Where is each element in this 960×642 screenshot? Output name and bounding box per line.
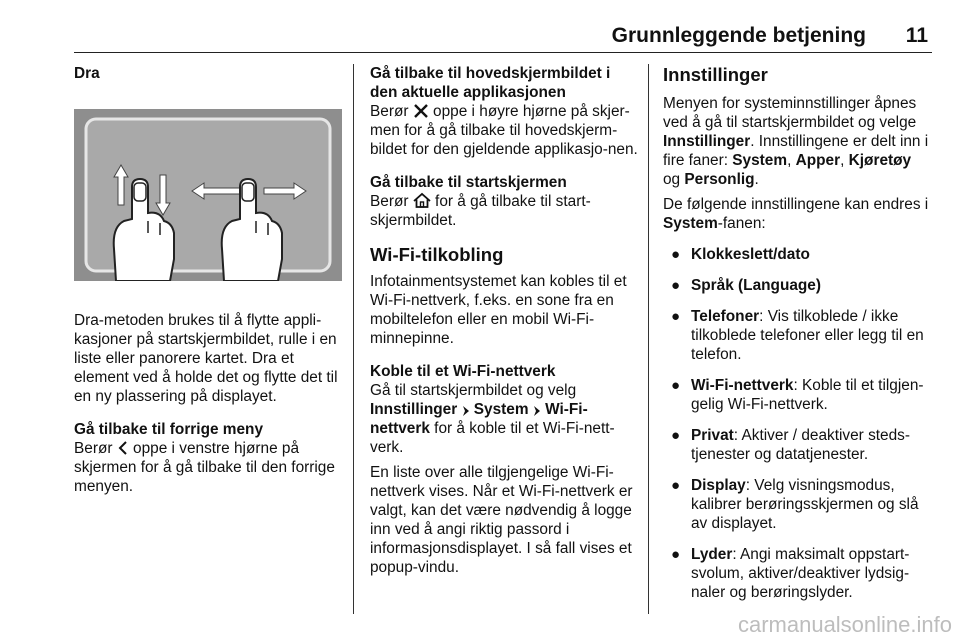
column-divider <box>648 64 649 614</box>
home-app-heading: Gå tilbake til hovedskjermbildet i den aktuelle applikasjonen <box>370 65 611 101</box>
arrow-right-icon <box>533 405 541 417</box>
bullet-icon: ● <box>671 427 681 444</box>
settings-title: Innstillinger <box>663 64 768 85</box>
wifi-title: Wi-Fi-tilkobling <box>370 244 504 265</box>
page-header <box>74 22 932 53</box>
column-3 <box>663 64 931 614</box>
chapter-title: Grunnleggende betjening <box>611 24 866 47</box>
bullet-icon: ● <box>671 246 681 263</box>
bullet-icon: ● <box>671 546 681 563</box>
watermark: carmanualsonline.info <box>737 612 952 637</box>
drag-heading: Dra <box>74 65 100 82</box>
column-2 <box>370 64 638 577</box>
settings-change-intro: De følgende innstillingene kan endres i System-fanen: <box>663 196 929 232</box>
page-number: 11 <box>905 24 928 47</box>
back-description: Berør oppe i venstre hjørne på skjermen for å gå tilbake til den forrige menyen. <box>74 440 335 495</box>
column-divider <box>353 64 354 614</box>
network-list-description: En liste over alle tilgjengelige Wi-Fi-nettverk vises. Når et Wi-Fi-nettverk er valgt, kan det være nødvendig å logge inn ved å angi riktig passord i informasjonsdisplayet. I så fall vises et popup-vindu. <box>370 464 633 576</box>
list-item: ● Klokkeslett/dato <box>671 246 810 263</box>
settings-intro: Menyen for systeminnstillinger åpnes ved å gå til startskjermbildet og velge Innstillinger. Innstillingene er delt inn i fire faner: System, Apper, Kjøretøy og Personlig. <box>663 95 929 188</box>
wifi-description: Infotainmentsystemet kan kobles til et Wi-Fi-nettverk, f.eks. en sone fra en mobiltelefon eller en mobil Wi-Fi-minnepinne. <box>370 273 627 347</box>
list-item: ● Wi-Fi-nettverk: Koble til et tilgjen-gelig Wi-Fi-nettverk. <box>671 377 924 413</box>
bullet-icon: ● <box>671 308 681 325</box>
chevron-left-icon <box>117 440 129 456</box>
home-icon <box>413 192 431 209</box>
start-heading: Gå tilbake til startskjermen <box>370 174 567 191</box>
list-item: ● Display: Velg visningsmodus, kalibrer berøringsskjermen og slå av displayet. <box>671 477 919 532</box>
drag-description: Dra-metoden brukes til å flytte appli-kasjoner på startskjermbildet, rulle i en liste eller panorere kartet. Dra et element ved å holde det og flytte det til en ny plassering på displayet. <box>74 312 338 405</box>
bullet-icon: ● <box>671 377 681 394</box>
list-item: ● Lyder: Angi maksimalt oppstart-svolum, aktiver/deaktiver lydsig-naler og berøringslyder. <box>671 546 910 601</box>
connect-description: Gå til startskjermbildet og velg Innstillinger System Wi-Fi-nettverk for å koble til et Wi-Fi-nett-verk. <box>370 382 615 456</box>
start-description: Berør for å gå tilbake til start-skjermbildet. <box>370 193 591 229</box>
drag-gesture-figure <box>74 109 342 281</box>
bullet-icon: ● <box>671 277 681 294</box>
list-item: ● Språk (Language) <box>671 277 821 294</box>
drag-gesture-illustration <box>74 109 342 281</box>
column-1 <box>74 64 342 496</box>
connect-heading: Koble til et Wi-Fi-nettverk <box>370 363 556 380</box>
vertical-drag-gesture-icon <box>114 165 174 281</box>
bullet-icon: ● <box>671 477 681 494</box>
list-item: ● Privat: Aktiver / deaktiver steds-tjenester og datatjenester. <box>671 427 910 463</box>
home-app-description: Berør oppe i høyre hjørne på skjer-men for å gå tilbake til hovedskjerm-bildet for den gjeldende applikasjo-nen. <box>370 103 638 158</box>
list-item: ● Telefoner: Vis tilkoblede / ikke tilkoblede telefoner eller legg til en telefon. <box>671 308 924 363</box>
back-heading: Gå tilbake til forrige meny <box>74 421 264 438</box>
arrow-right-icon <box>462 405 470 417</box>
settings-list <box>663 245 931 602</box>
close-x-icon <box>413 103 429 119</box>
